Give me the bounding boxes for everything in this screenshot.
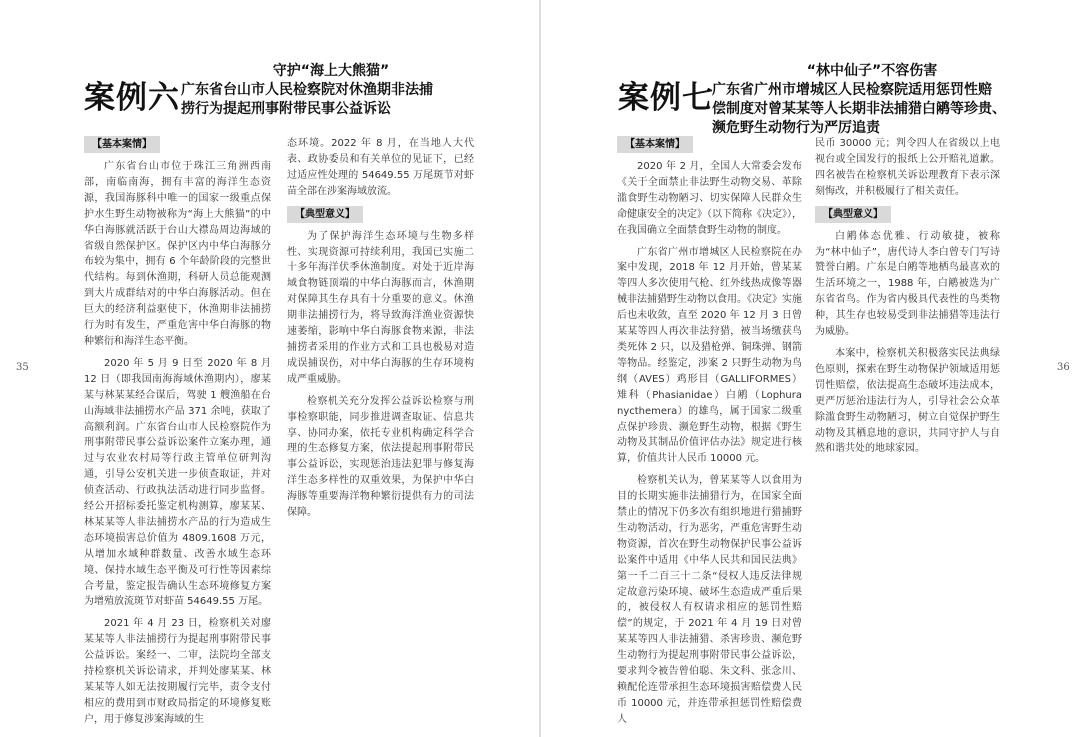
case7-title-line4: 濒危野生动物行为严厉追责 [712,120,880,136]
case6-title-line1: 守护“海上大熊猫” [272,63,390,79]
case6-title-line3: 捞行为提起刑事附带民事公益诉讼 [181,101,391,117]
case6-paragraph-continued: 态环境。2022 年 8 月，在当地人大代表、政协委员和有关单位的见证下，已经过适应性处理的 54649.55 万尾斑节对虾苗全部在涉案海域放流。 [287,138,474,197]
case7-paragraph-2: 广东省广州市增城区人民检察院在办案中发现，2018 年 12 月开始，曾某某等四人多次使用气枪、红外线热成像等器械非法捕猎野生动物以食用。《决定》实施后也未收敛，直至 2020 年 12 月 3 日曾某某等四人再次非法狩猎，被当场缴获鸟类死体 2 只，以及猎枪弹、铜珠弹、钢箭等物品。经鉴定，涉案 2 只野生动物为鸟纲（AVES）鸡形目（GALLIFORMES）雉科（Phasianidae）白鹇（Lophura nycthemera）的雄鸟，属于国家二级重点保护珍贵、濒危野生动物，根据《野生动物及其制品价值评估办法》规定进行核算，价值共计人民币 10000 元。 [617,246,802,465]
case6-column-1 [84,136,271,725]
case6-basic-facts-heading: 【基本案情】 [84,136,160,153]
case6-significance-paragraph-1: 为了保护海洋生态环境与生物多样性、实现资源可持续利用，我国已实施二十多年海洋伏季休渔制度。对处于近岸海域食物链顶端的中华白海豚而言，休渔期对保障其生存具有十分重要的意义。休渔期非法捕捞行为，将导致海洋渔业资源快速萎缩，影响中华白海豚食物来源，非法捕捞者采用的作业方式和工具也极易对造成误捕误伤，对中华白海豚的生存环境构成严重威胁。 [287,230,474,385]
case6-title-line2: 广东省台山市人民检察院对休渔期非法捕 [181,82,433,98]
case7-column-2 [815,136,1000,696]
case6-title [181,62,481,119]
case7-title-line3: 偿制度对曾某某等人长期非法捕猎白鹇等珍贵、 [712,101,1006,117]
case6-label: 案例六 [84,80,180,116]
case6-paragraph-2: 2020 年 5 月 9 日至 2020 年 8 月 12 日（即我国南海海域休渔期内），廖某某与林某某经合谋后，驾驶 1 艘渔船在台山海域非法捕捞水产品 371 余吨，获取了高额利润。广东省台山市人民检察院作为刑事附带民事公益诉讼案件立案办理，通过与农业农村局等行政主管单位研判沟通，引导公安机关进一步侦查取证，并对侦查活动、行政执法活动进行同步监督。经公开招标委托鉴定机构测算，廖某某、林某某等人非法捕捞水产品的行为造成生态环境损害总价值为 4809.1608 万元，从增加水域种群数量、改善水域生态环境、保持水域生态平衡及可行性等因素综合考量，鉴定报告确认生态环境修复方案为增殖放流斑节对虾苗 54649.55 万尾。 [84,357,271,608]
page-number-right: 36 [1057,362,1070,373]
case7-significance-paragraph-2: 本案中，检察机关积极落实民法典绿色原则，探索在野生动物保护领域适用惩罚性赔偿，依法提高生态破坏违法成本，更严厉惩治违法行为人，引导社会公众革除滥食野生动物陋习，树立自觉保护野生动物及其栖息地的意识，共同守护人与自然和谐共处的地球家园。 [815,347,1000,455]
case7-significance-heading: 【典型意义】 [815,206,891,223]
case7-paragraph-3: 检察机关认为，曾某某等人以食用为目的长期实施非法捕猎行为，在国家全面禁止的情况下仍多次有组织地进行猎捕野生动物活动，行为恶劣，严重危害野生动物资源，首次在野生动物保护民事公益诉讼案件中适用《中华人民共和国民法典》第一千二百三十二条“侵权人违反法律规定故意污染环境、破坏生态造成严重后果的，被侵权人有权请求相应的惩罚性赔偿”的规定，于 2021 年 4 月 19 日对曾某某等四人非法捕猎、杀害珍贵、濒危野生动物行为提起刑事附带民事公益诉讼，要求判令被告曾伯聪、朱文科、张念川、赖配伦连带承担生态环境损害赔偿费人民币 10000 元，并连带承担惩罚性赔偿费人 [617,475,802,725]
case6-paragraph-1: 广东省台山市位于珠江三角洲西南部，南临南海，拥有丰富的海洋生态资源，我国海豚科中唯一的国家一级重点保护水生野生动物被称为“海上大熊猫”的中华白海豚就活跃于台山大襟岛周边海域的省级自然保护区。保护区内中华白海豚分布较为集中，拥有 6 个年龄阶段的完整世代结构。每到休渔期，科研人员总能观测到大片成群结对的中华白海豚活动。但在巨大的经济利益驱使下，休渔期非法捕捞行为时有发生，严重危害中华白海豚的物种繁衍和海洋生态平衡。 [84,161,271,347]
case7-title-line2: 广东省广州市增城区人民检察院适用惩罚性赔 [712,82,992,98]
page-fold-divider [539,0,541,737]
case6-column-2 [287,136,474,696]
case6-significance-heading: 【典型意义】 [287,206,363,223]
case7-paragraph-continued: 民币 30000 元；判令四人在省级以上电视台或全国发行的报纸上公开赔礼道歉。四名被告在检察机关诉讼理教育下表示深刻悔改，并积极履行了相关责任。 [815,138,1000,197]
case6-paragraph-3: 2021 年 4 月 23 日，检察机关对廖某某等人非法捕捞行为提起刑事附带民事公益诉讼。案经一、二审，法院均全部支持检察机关诉讼请求，并判处廖某某、林某某等人如无法按期履行完毕，责令支付相应的费用到市财政局指定的环境修复账户，用于修复涉案海域的生 [84,618,271,725]
page-number-left: 35 [16,362,29,373]
case7-title [712,62,1032,138]
case7-paragraph-1: 2020 年 2 月，全国人大常委会发布《关于全面禁止非法野生动物交易、革除滥食野生动物陋习、切实保障人民群众生命健康安全的决定》（以下简称《决定》），在我国确立全面禁食野生动物的制度。 [617,161,802,236]
case6-significance-paragraph-2: 检察机关充分发挥公益诉讼检察与刑事检察职能，同步推进调查取证、信息共享、协同办案，依托专业机构确定科学合理的生态修复方案，依法提起刑事附带民事公益诉讼，实现惩治违法犯罪与修复海洋生态多样性的双重效果，为保护中华白海豚等重要海洋物种繁衍提供有力的司法保障。 [287,395,474,519]
case7-basic-facts-heading: 【基本案情】 [617,136,693,153]
case7-label: 案例七 [618,80,714,116]
case7-column-1 [617,136,802,725]
case7-significance-paragraph-1: 白鹇体态优雅、行动敏捷，被称为“林中仙子”，唐代诗人李白曾专门写诗赞誉白鹇。广东是白鹇等地栖鸟最喜欢的生活环境之一，1988 年，白鹇被选为广东省省鸟。作为省内极具代表性的鸟类物种，其生存也较易受到非法捕猎等违法行为威胁。 [815,230,1000,338]
case7-title-line1: “林中仙子”不容伤害 [806,63,938,79]
